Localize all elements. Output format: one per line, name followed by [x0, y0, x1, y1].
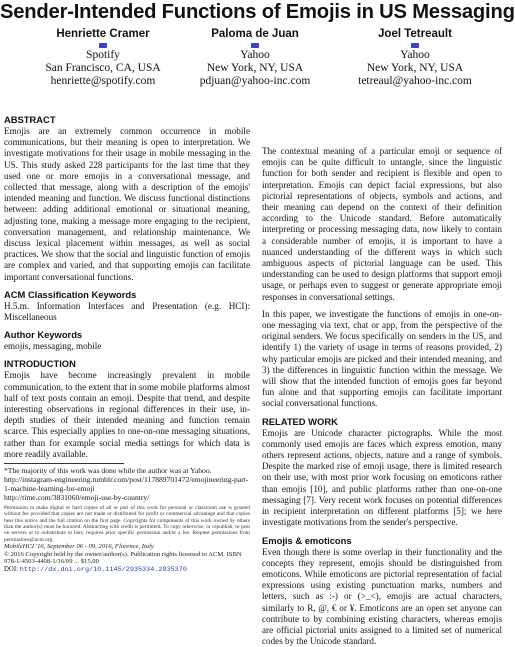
author-location: New York, NY, USA: [340, 62, 490, 75]
right-intro-paragraph-2: In this paper, we investigate the functions of emojis in one-on-one messaging via text, chat or app, from the perspective of the original senders. We focus specifically on senders in the US, and identify 1) the variety of usage in terms of reasons provided, 2) why particular emojis are picked and their intended meaning, and 3) the differences in linguistic function within the message. We will show that the intended function of emojis goes far beyond fun alone and that supporting emojis can facilitate important social conversational functions.: [262, 309, 502, 410]
copyright-line: © 2016 Copyright held by the owner/author(s). Publication rights licensed to ACM. ISBN 978-1-4503-4408-1/16/09 ... $15.00: [4, 551, 250, 567]
footnote-1: *The majority of this work was done while the author was at Yahoo.: [4, 466, 250, 475]
introduction-heading: INTRODUCTION: [4, 358, 250, 370]
right-intro-paragraph-1: The contextual meaning of a particular emoji or sequence of emojis can be quite difficult to untangle, since the linguistic function for both sender and recipient is flexible and open to interpretation. Emojis can depict facial expressions, but also pictorial representations of objects, symbols and actions, and their meaning can depend on the context of their definition according to the Unicode standard. Before automatically interpreting or processing messaging data, now likely to contain a considerable number of emojis, it is important to have a nuanced understanding of the different ways in which such ambiguous aspects of pictorial language can be used. This understanding can be used to design platforms that support emoji usage, or perhaps even to suggest or generate appropriate emoji responses in conversational settings.: [262, 146, 502, 303]
paper-title: Sender-Intended Functions of Emojis in US Messaging: [0, 1, 505, 24]
author-3: [340, 27, 490, 89]
emojis-emoticons-heading: Emojis & emoticons: [262, 535, 502, 547]
author-keywords-text: emojis, messaging, mobile: [4, 341, 250, 352]
affiliation-mark-icon: [99, 43, 107, 48]
footnote-3[interactable]: http://time.com/3831060/emoji-use-by-country/: [4, 493, 250, 502]
emojis-emoticons-text: Even though there is some overlap in their functionality and the concepts they represent, emojis should be distinguished from emoticons. While emoticons are pictorial representation of facial expressions using existing punctuation marks, numbers and letters, such as :-) or (>_<), emojis are actual characters, similarly to R, @, € or ¥. Emoticons are an open set anyone can contribute to by combining existing characters, whereas emojis are official pictorial units assigned to a limited set of numerical codes by the Unicode standard.: [262, 547, 502, 647]
footnote-2[interactable]: http://instagram-engineering.tumblr.com/post/117889701472/emojineering-part-1-machine-learning-for-emoji: [4, 475, 250, 493]
conference-line: [4, 543, 250, 551]
author-block: [0, 27, 505, 127]
right-column: [262, 146, 502, 647]
related-work-heading: RELATED WORK: [262, 416, 502, 428]
affiliation-mark-icon: [411, 43, 419, 48]
author-email[interactable]: henriette@spotify.com: [28, 75, 178, 88]
acm-classification-text: H.5.m. Information Interfaces and Presentation (e.g. HCI): Miscellaneous: [4, 301, 250, 323]
author-name: Joel Tetreault: [340, 27, 490, 41]
author-affiliation: Spotify: [28, 49, 178, 62]
author-2: [180, 27, 330, 89]
author-affiliation: Yahoo: [180, 49, 330, 62]
footnote-divider: [4, 463, 124, 464]
left-column: [4, 114, 250, 574]
author-email[interactable]: pdjuan@yahoo-inc.com: [180, 75, 330, 88]
doi-label: DOI:: [4, 566, 18, 573]
doi-link[interactable]: http://dx.doi.org/10.1145/2935334.2935370: [20, 566, 187, 574]
affiliation-mark-icon: [251, 43, 259, 48]
author-location: San Francisco, CA, USA: [28, 62, 178, 75]
abstract-heading: ABSTRACT: [4, 114, 250, 126]
author-name: Henriette Cramer: [28, 27, 178, 41]
author-1: [28, 27, 178, 89]
author-name: Paloma de Juan: [180, 27, 330, 41]
author-email[interactable]: tetreaul@yahoo-inc.com: [340, 75, 490, 88]
acm-classification-heading: ACM Classification Keywords: [4, 289, 250, 301]
doi-row: [4, 566, 250, 574]
introduction-text: Emojis have become increasingly prevalent in mobile communication, to the extent that in some mobile platforms almost half of text posts contain an emoji. Despite that trend, and despite interesting observations in regional differences in their use, in-depth studies of their intended meaning and function remain scarce. This especially applies to one-on-one messaging situations, rather than for example social media settings for which data is more readily available.: [4, 370, 250, 460]
author-location: New York, NY, USA: [180, 62, 330, 75]
abstract-text: Emojis are an extremely common occurrence in mobile communications, but their meaning is open to interpretation. We investigate motivations for their usage in mobile messaging in the US. This study asked 228 participants for the last time that they used one or more emojis in a conversational message, and collected that message, along with a description of the emojis' intended meaning and function. We discuss functional distinctions between: adding additional emotional or situational meaning, adjusting tone, making a message more engaging to the recipient, conversation management, and relationship maintenance. We discuss lexical placement within messages, as well as social practices. We show that the social and linguistic function of emojis are complex and varied, and that supporting emojis can facilitate important conversational functions.: [4, 126, 250, 283]
related-work-text: Emojis are Unicode character pictographs. While the most commonly used emojis are faces which express emotion, many others represent actions, objects, nature and a range of symbols. Despite the marked rise of emoji usage, there is limited research on their use, with most prior work focusing on emoticons rather than emojis [10], and public platforms rather than one-on-one messaging [7]. Very recent work focuses on potential differences in recipient interpretation on different platforms [5]; we here investigate motivations from the sender's perspective.: [262, 428, 502, 529]
author-affiliation: Yahoo: [340, 49, 490, 62]
conference-name: MobileHCI '16, September 06 - 09, 2016, Florence, Italy: [4, 543, 154, 550]
permission-notice: Permission to make digital or hard copies of all or part of this work for personal or classroom use is granted without fee provided that copies are not made or distributed for profit or commercial advantage and that copies bear this notice and the full citation on the first page. Copyrights for components of this work owned by others than the author(s) must be honored. Abstracting with credit is permitted. To copy otherwise, or republish, to post on servers or to redistribute to lists, requires prior specific permission and/or a fee. Request permissions from permissions@acm.org.: [4, 505, 250, 543]
author-keywords-heading: Author Keywords: [4, 329, 250, 341]
